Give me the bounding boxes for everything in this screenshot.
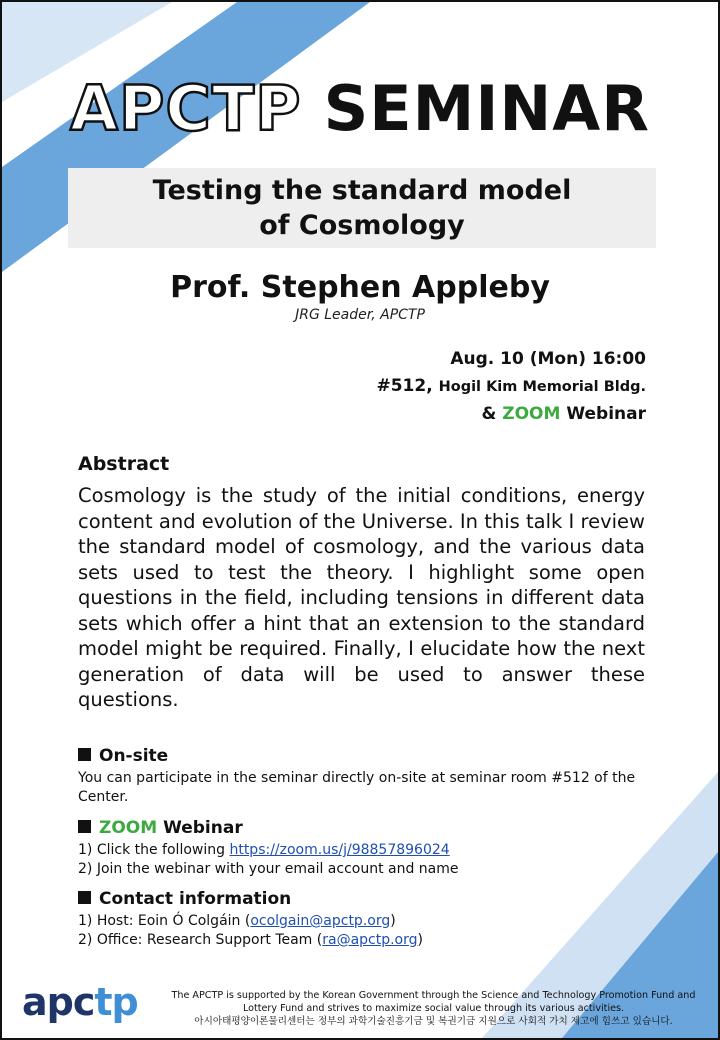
webinar-ampersand: & [481,404,497,424]
footer-notice [161,989,706,1028]
onsite-heading [78,746,168,766]
schedule-room [376,373,646,401]
contact-office-close: ) [417,932,423,948]
contact-heading-text: Contact information [99,889,292,909]
schedule-datetime: Aug. 10 (Mon) 16:00 [450,349,646,369]
host-email-link[interactable]: ocolgain@apctp.org [250,913,391,929]
seminar-heading [2,72,718,145]
speaker-name: Prof. Stephen Appleby [170,270,550,305]
apctp-outline-word: APCTP [69,72,302,145]
zoom-word: ZOOM [502,404,561,424]
zoom-step-1-text: 1) Click the following [78,842,225,858]
contact-host-close: ) [390,913,396,929]
logo-tp: tp [94,980,138,1024]
contact-office-text: 2) Office: Research Support Team ( [78,932,323,948]
talk-title-line-1: Testing the standard model [152,175,572,206]
onsite-text: You can participate in the seminar directly on-site at seminar room #512 of the Center. [78,770,636,805]
contact-host [78,912,423,931]
zoom-step-2: 2) Join the webinar with your email account and name [78,861,459,877]
footer-english: The APCTP is supported by the Korean Government through the Science and Technology Promotion Fund and Lottery Fund and strives to maximize social value through its various activities. [171,990,696,1014]
contact-heading [78,889,291,909]
room-number: #512, [376,376,433,396]
contact-list [78,912,423,950]
zoom-heading-zoom: ZOOM [99,818,158,838]
zoom-heading-webinar: Webinar [163,818,243,838]
contact-office [78,931,423,950]
seminar-word: SEMINAR [323,72,651,145]
office-email-link[interactable]: ra@apctp.org [322,932,418,948]
schedule-block [376,346,646,428]
talk-title-box [68,168,656,248]
schedule-webinar [376,401,646,428]
square-bullet-icon [78,748,91,761]
contact-host-text: 1) Host: Eoin Ó Colgáin ( [78,913,251,929]
webinar-word: Webinar [566,404,646,424]
apctp-logo [22,980,138,1024]
square-bullet-icon [78,820,91,833]
room-building: Hogil Kim Memorial Bldg. [438,379,646,395]
square-bullet-icon [78,891,91,904]
zoom-step-1 [78,841,459,860]
talk-title-line-2: of Cosmology [259,210,465,241]
footer-korean: 아시아태평양이론물리센터는 정부의 과학기술진흥기금 및 복권기금 지원으로 사회적 가치 제고에 힘쓰고 있습니다. [194,1016,673,1027]
abstract-heading: Abstract [78,453,170,475]
onsite-heading-text: On-site [99,746,169,766]
zoom-heading [78,818,243,838]
logo-apc: apc [22,980,95,1024]
abstract-body: Cosmology is the study of the initial conditions, energy content and evolution of the Universe. In this talk I review the standard model of cosmology, and the various data sets used to test the theory. I highlight some open questions in the field, including tensions in different data sets which offer a hint that an extension to the standard model might be required. Finally, I elucidate how the next generation of data will be used to answer these questions. [78,484,645,711]
zoom-link[interactable]: https://zoom.us/j/98857896024 [229,842,450,858]
zoom-steps [78,841,459,879]
speaker-affiliation: JRG Leader, APCTP [295,307,425,323]
